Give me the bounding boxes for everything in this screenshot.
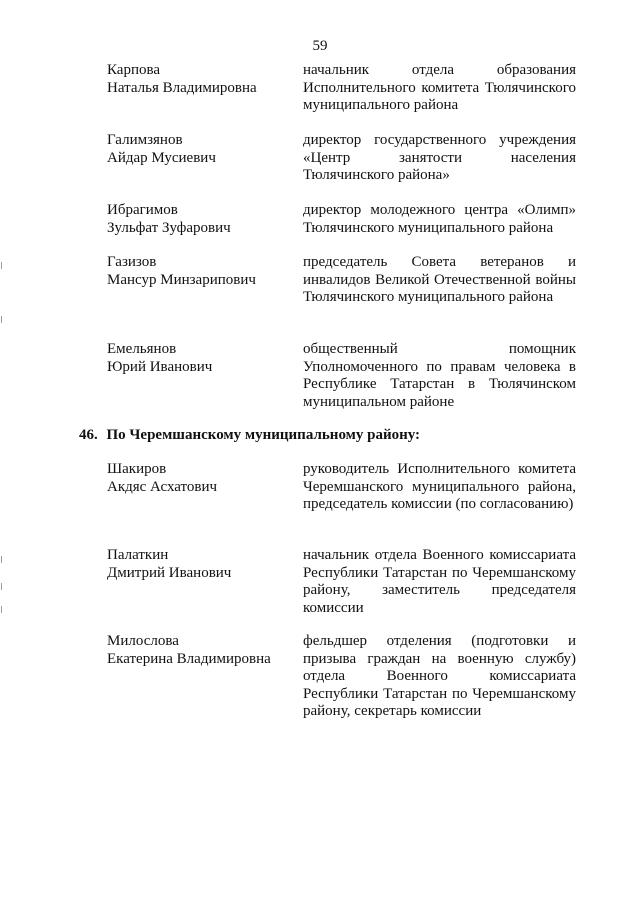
member-name	[107, 132, 292, 167]
member-given-name: Мансур Минзарипович	[107, 271, 256, 288]
page-number: 59	[312, 38, 328, 54]
section-heading	[79, 426, 599, 444]
member-surname: Карпова	[107, 62, 161, 78]
member-position: начальник отдела Военного комиссариата Республики Татарстан по Черемшанскому району, заместитель председателя комиссии	[303, 547, 576, 616]
member-name	[107, 633, 292, 668]
member-given-name: Айдар Мусиевич	[107, 149, 216, 166]
member-surname: Галимзянов	[107, 132, 183, 148]
member-name	[107, 547, 292, 582]
member-position: председатель Совета ветеранов и инвалидов Великой Отечественной войны Тюлячинского муниципального района	[303, 254, 576, 305]
section-title: По Черемшанскому муниципальному району:	[106, 427, 421, 443]
member-given-name: Екатерина Владимировна	[107, 650, 271, 667]
member-name	[107, 341, 292, 376]
member-name	[107, 202, 292, 237]
member-given-name: Дмитрий Иванович	[107, 564, 232, 581]
member-position: общественный помощник Уполномоченного по правам человека в Республике Татарстан в Тюлячинском муниципальном районе	[303, 341, 576, 410]
member-given-name: Зульфат Зуфарович	[107, 219, 231, 236]
member-position: директор молодежного центра «Олимп» Тюлячинского муниципального района	[303, 202, 576, 236]
member-surname: Шакиров	[107, 461, 167, 477]
member-surname: Газизов	[107, 254, 157, 270]
member-given-name: Юрий Иванович	[107, 358, 213, 375]
scan-edge-marks	[0, 0, 4, 905]
member-name	[107, 254, 292, 289]
member-surname: Емельянов	[107, 341, 177, 357]
member-surname: Ибрагимов	[107, 202, 178, 218]
section-number: 46.	[79, 427, 98, 443]
member-position: директор государственного учреждения «Центр занятости населения Тюлячинского района»	[303, 132, 576, 183]
member-position: фельдшер отделения (подготовки и призыва граждан на военную службу) отдела Военного комиссариата Республики Татарстан по Черемшанскому району, секретарь комиссии	[303, 633, 576, 719]
member-name	[107, 62, 292, 97]
member-surname: Палаткин	[107, 547, 169, 563]
member-position: руководитель Исполнительного комитета Черемшанского муниципального района, председатель комиссии (по согласованию)	[303, 461, 576, 512]
member-surname: Милослова	[107, 633, 179, 649]
member-given-name: Акдяс Асхатович	[107, 478, 218, 495]
member-given-name: Наталья Владимировна	[107, 79, 257, 96]
member-position: начальник отдела образования Исполнительного комитета Тюлячинского муниципального района	[303, 62, 576, 113]
member-name	[107, 461, 292, 496]
